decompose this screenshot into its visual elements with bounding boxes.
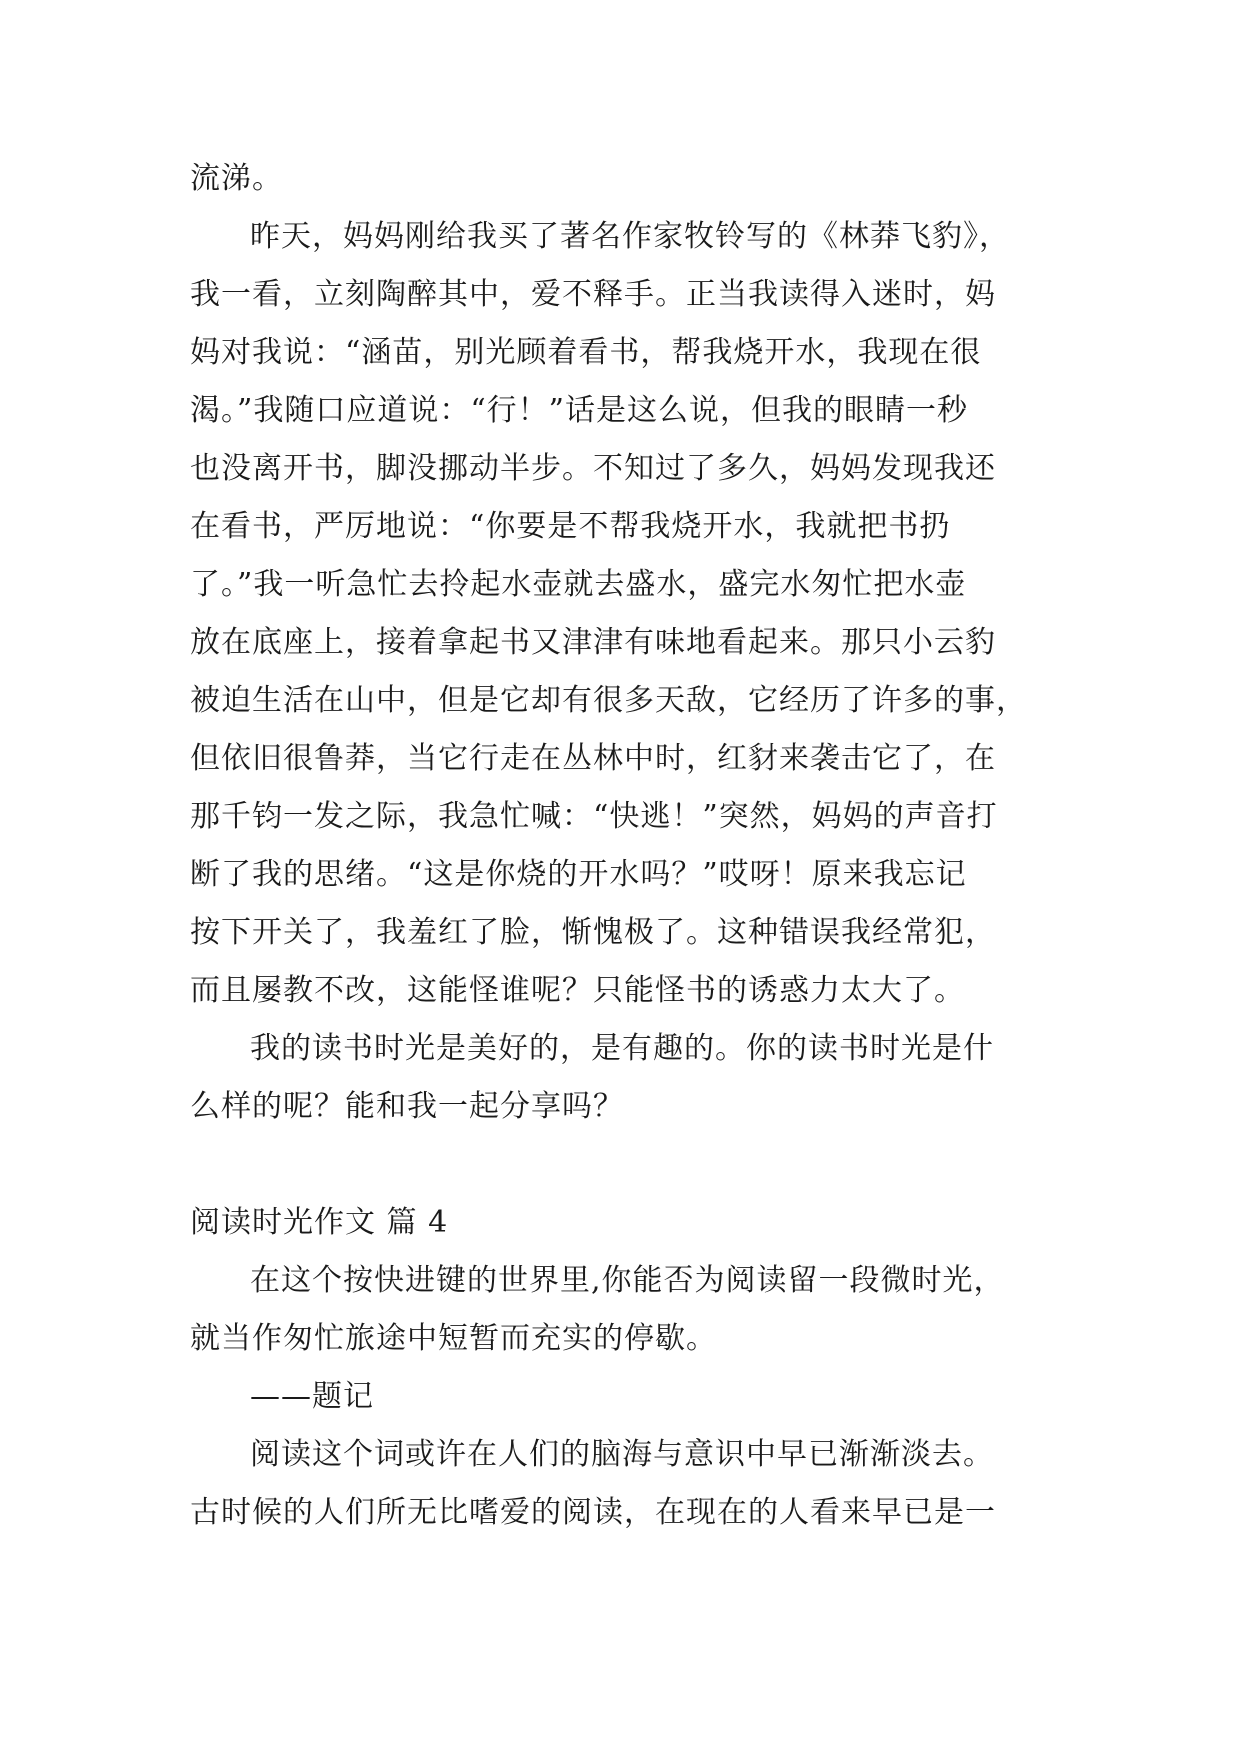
document-page: [190, 150, 1050, 1542]
text-line: 阅读这个词或许在人们的脑海与意识中早已渐渐淡去。: [250, 1437, 994, 1472]
text-line: 断了我的思绪。“这是你烧的开水吗？”哎呀！原来我忘记: [190, 857, 967, 892]
text-line: 渴。”我随口应道说：“行！”话是这么说，但我的眼睛一秒: [190, 393, 969, 428]
text-line: 昨天，妈妈刚给我买了著名作家牧铃写的《林莽飞豹》，: [250, 219, 1010, 254]
text-line: 妈对我说：“涵苗，别光顾着看书，帮我烧开水，我现在很: [190, 335, 982, 370]
text-line: ——题记: [250, 1379, 374, 1414]
text-line: 古时候的人们所无比嗜爱的阅读，在现在的人看来早已是一: [190, 1495, 996, 1530]
text-line: 流涕。: [190, 161, 283, 196]
text-line: 也没离开书，脚没挪动半步。不知过了多久，妈妈发现我还: [190, 451, 996, 486]
text-line: 但依旧很鲁莽，当它行走在丛林中时，红豺来袭击它了，在: [190, 741, 996, 776]
text-line: 而且屡教不改，这能怪谁呢？只能怪书的诱惑力太大了。: [190, 973, 965, 1008]
text-line: 我一看，立刻陶醉其中，爱不释手。正当我读得入迷时，妈: [190, 277, 996, 312]
paragraph-body: [190, 1426, 1050, 1542]
paragraph-continuation: [190, 150, 1050, 208]
paragraph-epigraph-attribution: [190, 1368, 1050, 1426]
text-line: 就当作匆忙旅途中短暂而充实的停歇。: [190, 1321, 717, 1356]
paragraph-conclusion: [190, 1020, 1050, 1136]
text-line: 我的读书时光是美好的，是有趣的。你的读书时光是什: [250, 1031, 994, 1066]
text-line: 么样的呢？能和我一起分享吗？: [190, 1089, 624, 1124]
text-line: 被迫生活在山中，但是它却有很多天敌，它经历了许多的事，: [190, 683, 1027, 718]
section-heading: 阅读时光作文 篇 4: [190, 1205, 449, 1240]
text-line: 了。”我一听急忙去拎起水壶就去盛水，盛完水匆忙把水壶: [190, 567, 967, 602]
text-line: 在看书，严厉地说：“你要是不帮我烧开水，我就把书扔: [190, 509, 951, 544]
paragraph-epigraph: [190, 1252, 1050, 1368]
paragraph-reading-story: [190, 208, 1050, 1020]
text-line: 放在底座上，接着拿起书又津津有味地看起来。那只小云豹: [190, 625, 996, 660]
text-line: 按下开关了，我羞红了脸，惭愧极了。这种错误我经常犯，: [190, 915, 996, 950]
text-line: 那千钧一发之际，我急忙喊：“快逃！”突然，妈妈的声音打: [190, 799, 998, 834]
text-line: 在这个按快进键的世界里,你能否为阅读留一段微时光，: [250, 1263, 1005, 1298]
